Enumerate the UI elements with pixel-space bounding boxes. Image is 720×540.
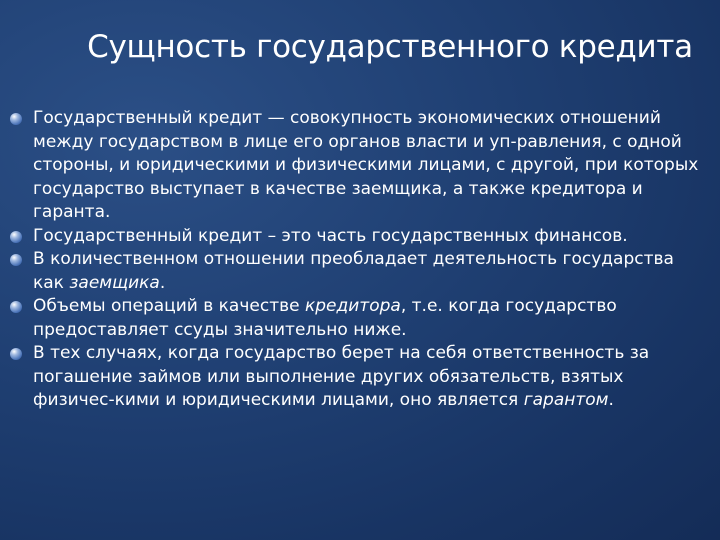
bullet-item [0,225,720,249]
bullet-item [0,295,720,342]
bullet-term: Государственный кредит [33,108,263,128]
bullet-tail: . [159,272,166,293]
bullet-dot-icon [10,301,22,313]
bullet-dot-icon [10,231,22,243]
bullet-text: В тех случаях, когда государство берет на себя ответственность за погашение займов или выполнение других обязательств, взятых физичес-кими и юридическими лицами, оно является [33,343,650,410]
bullet-dot-icon [10,254,22,266]
bullet-text: Объемы операций в качестве [33,296,305,316]
bullet-emphasis: заемщика [69,272,160,293]
bullet-item [0,248,720,295]
bullet-text: В количественном отношении преобладает деятельность государства как [33,249,674,293]
bullet-emphasis: гарантом [523,390,609,410]
bullet-tail: , т.е. когда государство предоставляет ссуды значительно ниже. [33,296,617,340]
bullet-list [0,107,720,413]
bullet-text: Государственный кредит – это часть государственных финансов. [33,225,628,246]
slide-title: Сущность государственного кредита [87,29,693,65]
bullet-dot-icon [10,113,22,125]
bullet-item [0,342,720,413]
bullet-text: — совокупность экономических отношений между государством в лице его органов власти и уп-равления, с одной стороны, и юридическими и физическими лицами, с другой, при которых государство выступает в качестве заемщика, а также кредитора и гаранта. [33,108,699,222]
bullet-tail: . [608,390,614,410]
bullet-dot-icon [10,348,22,360]
bullet-item [0,107,720,225]
bullet-emphasis: кредитора [304,296,401,316]
